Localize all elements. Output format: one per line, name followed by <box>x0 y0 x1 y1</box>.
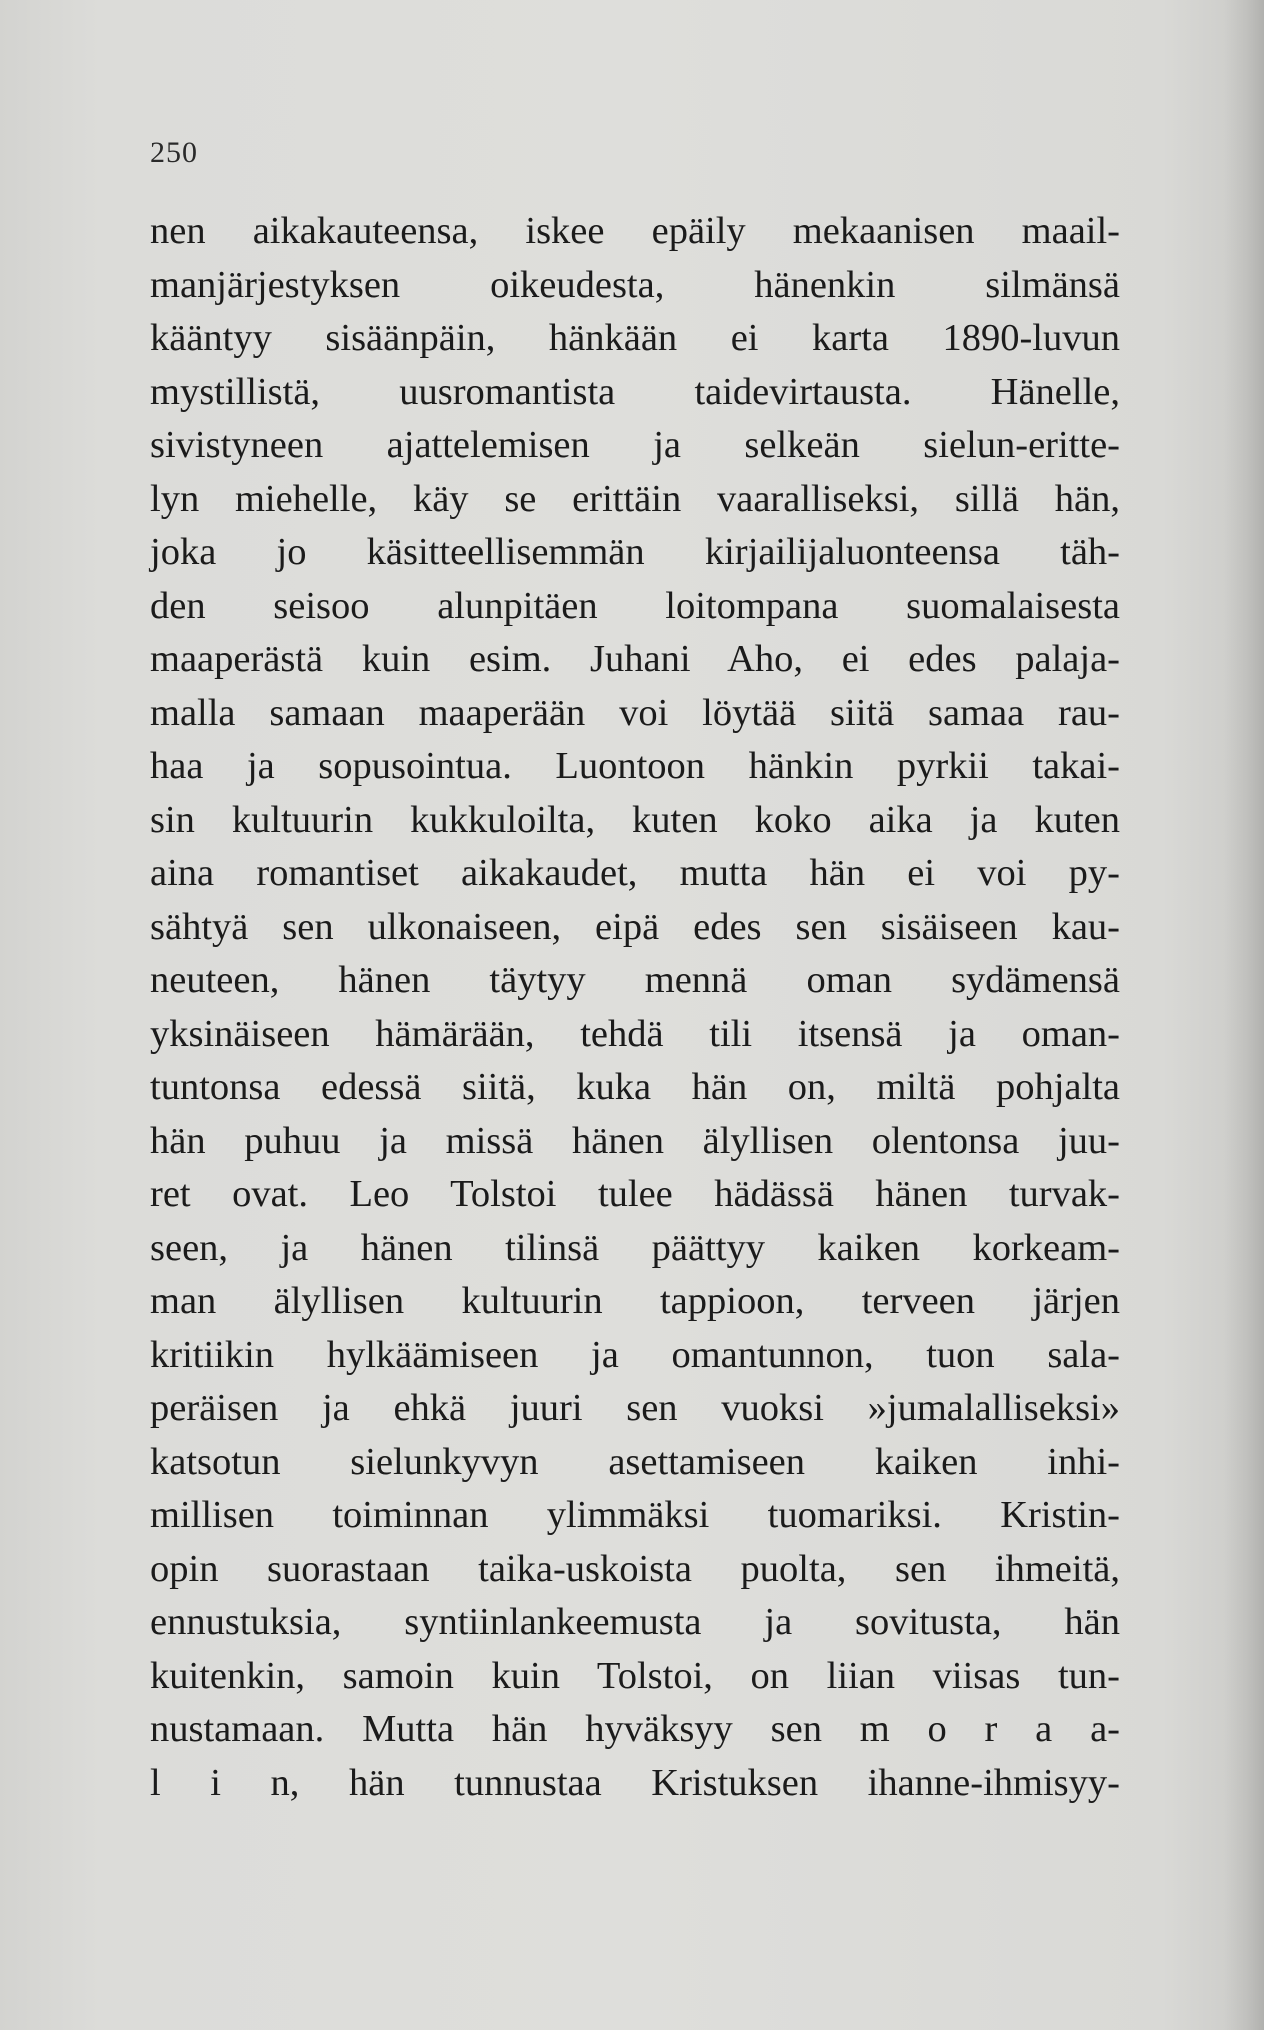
text-line: lyn miehelle, käy se erittäin vaaralliseksi, sillä hän, <box>150 477 1120 520</box>
text-line: ret ovat. Leo Tolstoi tulee hädässä hänen turvak- <box>150 1173 1120 1215</box>
text-line: maaperästä kuin esim. Juhani Aho, ei edes palaja- <box>150 638 1120 680</box>
body-text <box>150 205 1120 1810</box>
text-line: neuteen, hänen täytyy mennä oman sydämensä <box>150 959 1120 1001</box>
text-line: kääntyy sisäänpäin, hänkään ei karta 1890-luvun <box>150 317 1120 359</box>
text-line: seen, ja hänen tilinsä päättyy kaiken korkeam- <box>150 1226 1120 1269</box>
text-line: millisen toiminnan ylimmäksi tuomariksi. Kristin- <box>150 1494 1120 1536</box>
text-line: aina romantiset aikakaudet, mutta hän ei voi py- <box>150 852 1120 894</box>
text-line: sähtyä sen ulkonaiseen, eipä edes sen sisäiseen kau- <box>150 905 1120 948</box>
text-line: manjärjestyksen oikeudesta, hänenkin silmänsä <box>150 263 1120 306</box>
text-line: kritiikin hylkäämiseen ja omantunnon, tuon sala- <box>150 1333 1120 1376</box>
text-line: l i n, hän tunnustaa Kristuksen ihanne-ihmisyy- <box>150 1761 1120 1804</box>
text-line: tuntonsa edessä siitä, kuka hän on, miltä pohjalta <box>150 1066 1120 1108</box>
text-line: peräisen ja ehkä juuri sen vuoksi »jumalalliseksi» <box>150 1387 1120 1429</box>
text-line: sin kultuurin kukkuloilta, kuten koko aika ja kuten <box>150 798 1120 841</box>
text-line: nen aikakauteensa, iskee epäily mekaanisen maail- <box>150 210 1120 252</box>
text-line: ennustuksia, syntiinlankeemusta ja sovitusta, hän <box>150 1601 1120 1643</box>
text-line: nustamaan. Mutta hän hyväksyy sen m o r a a- <box>150 1708 1120 1750</box>
text-line: yksinäiseen hämärään, tehdä tili itsensä ja oman- <box>150 1012 1120 1055</box>
text-line: katsotun sielunkyvyn asettamiseen kaiken inhi- <box>150 1440 1120 1483</box>
text-line: malla samaan maaperään voi löytää siitä samaa rau- <box>150 691 1120 734</box>
text-line: kuitenkin, samoin kuin Tolstoi, on liian viisas tun- <box>150 1654 1120 1697</box>
text-line: mystillistä, uusromantista taidevirtausta. Hänelle, <box>150 370 1120 413</box>
text-line: den seisoo alunpitäen loitompana suomalaisesta <box>150 584 1120 627</box>
text-line: man älyllisen kultuurin tappioon, terveen järjen <box>150 1280 1120 1322</box>
text-line: opin suorastaan taika-uskoista puolta, sen ihmeitä, <box>150 1547 1120 1590</box>
text-line: hän puhuu ja missä hänen älyllisen olentonsa juu- <box>150 1119 1120 1162</box>
page-number: 250 <box>150 136 198 169</box>
text-line: sivistyneen ajattelemisen ja selkeän sielun-eritte- <box>150 424 1120 466</box>
text-line: haa ja sopusointua. Luontoon hänkin pyrkii takai- <box>150 745 1120 787</box>
page-edge-shadow <box>1224 0 1264 2030</box>
text-line: joka jo käsitteellisemmän kirjailijaluonteensa täh- <box>150 531 1120 573</box>
